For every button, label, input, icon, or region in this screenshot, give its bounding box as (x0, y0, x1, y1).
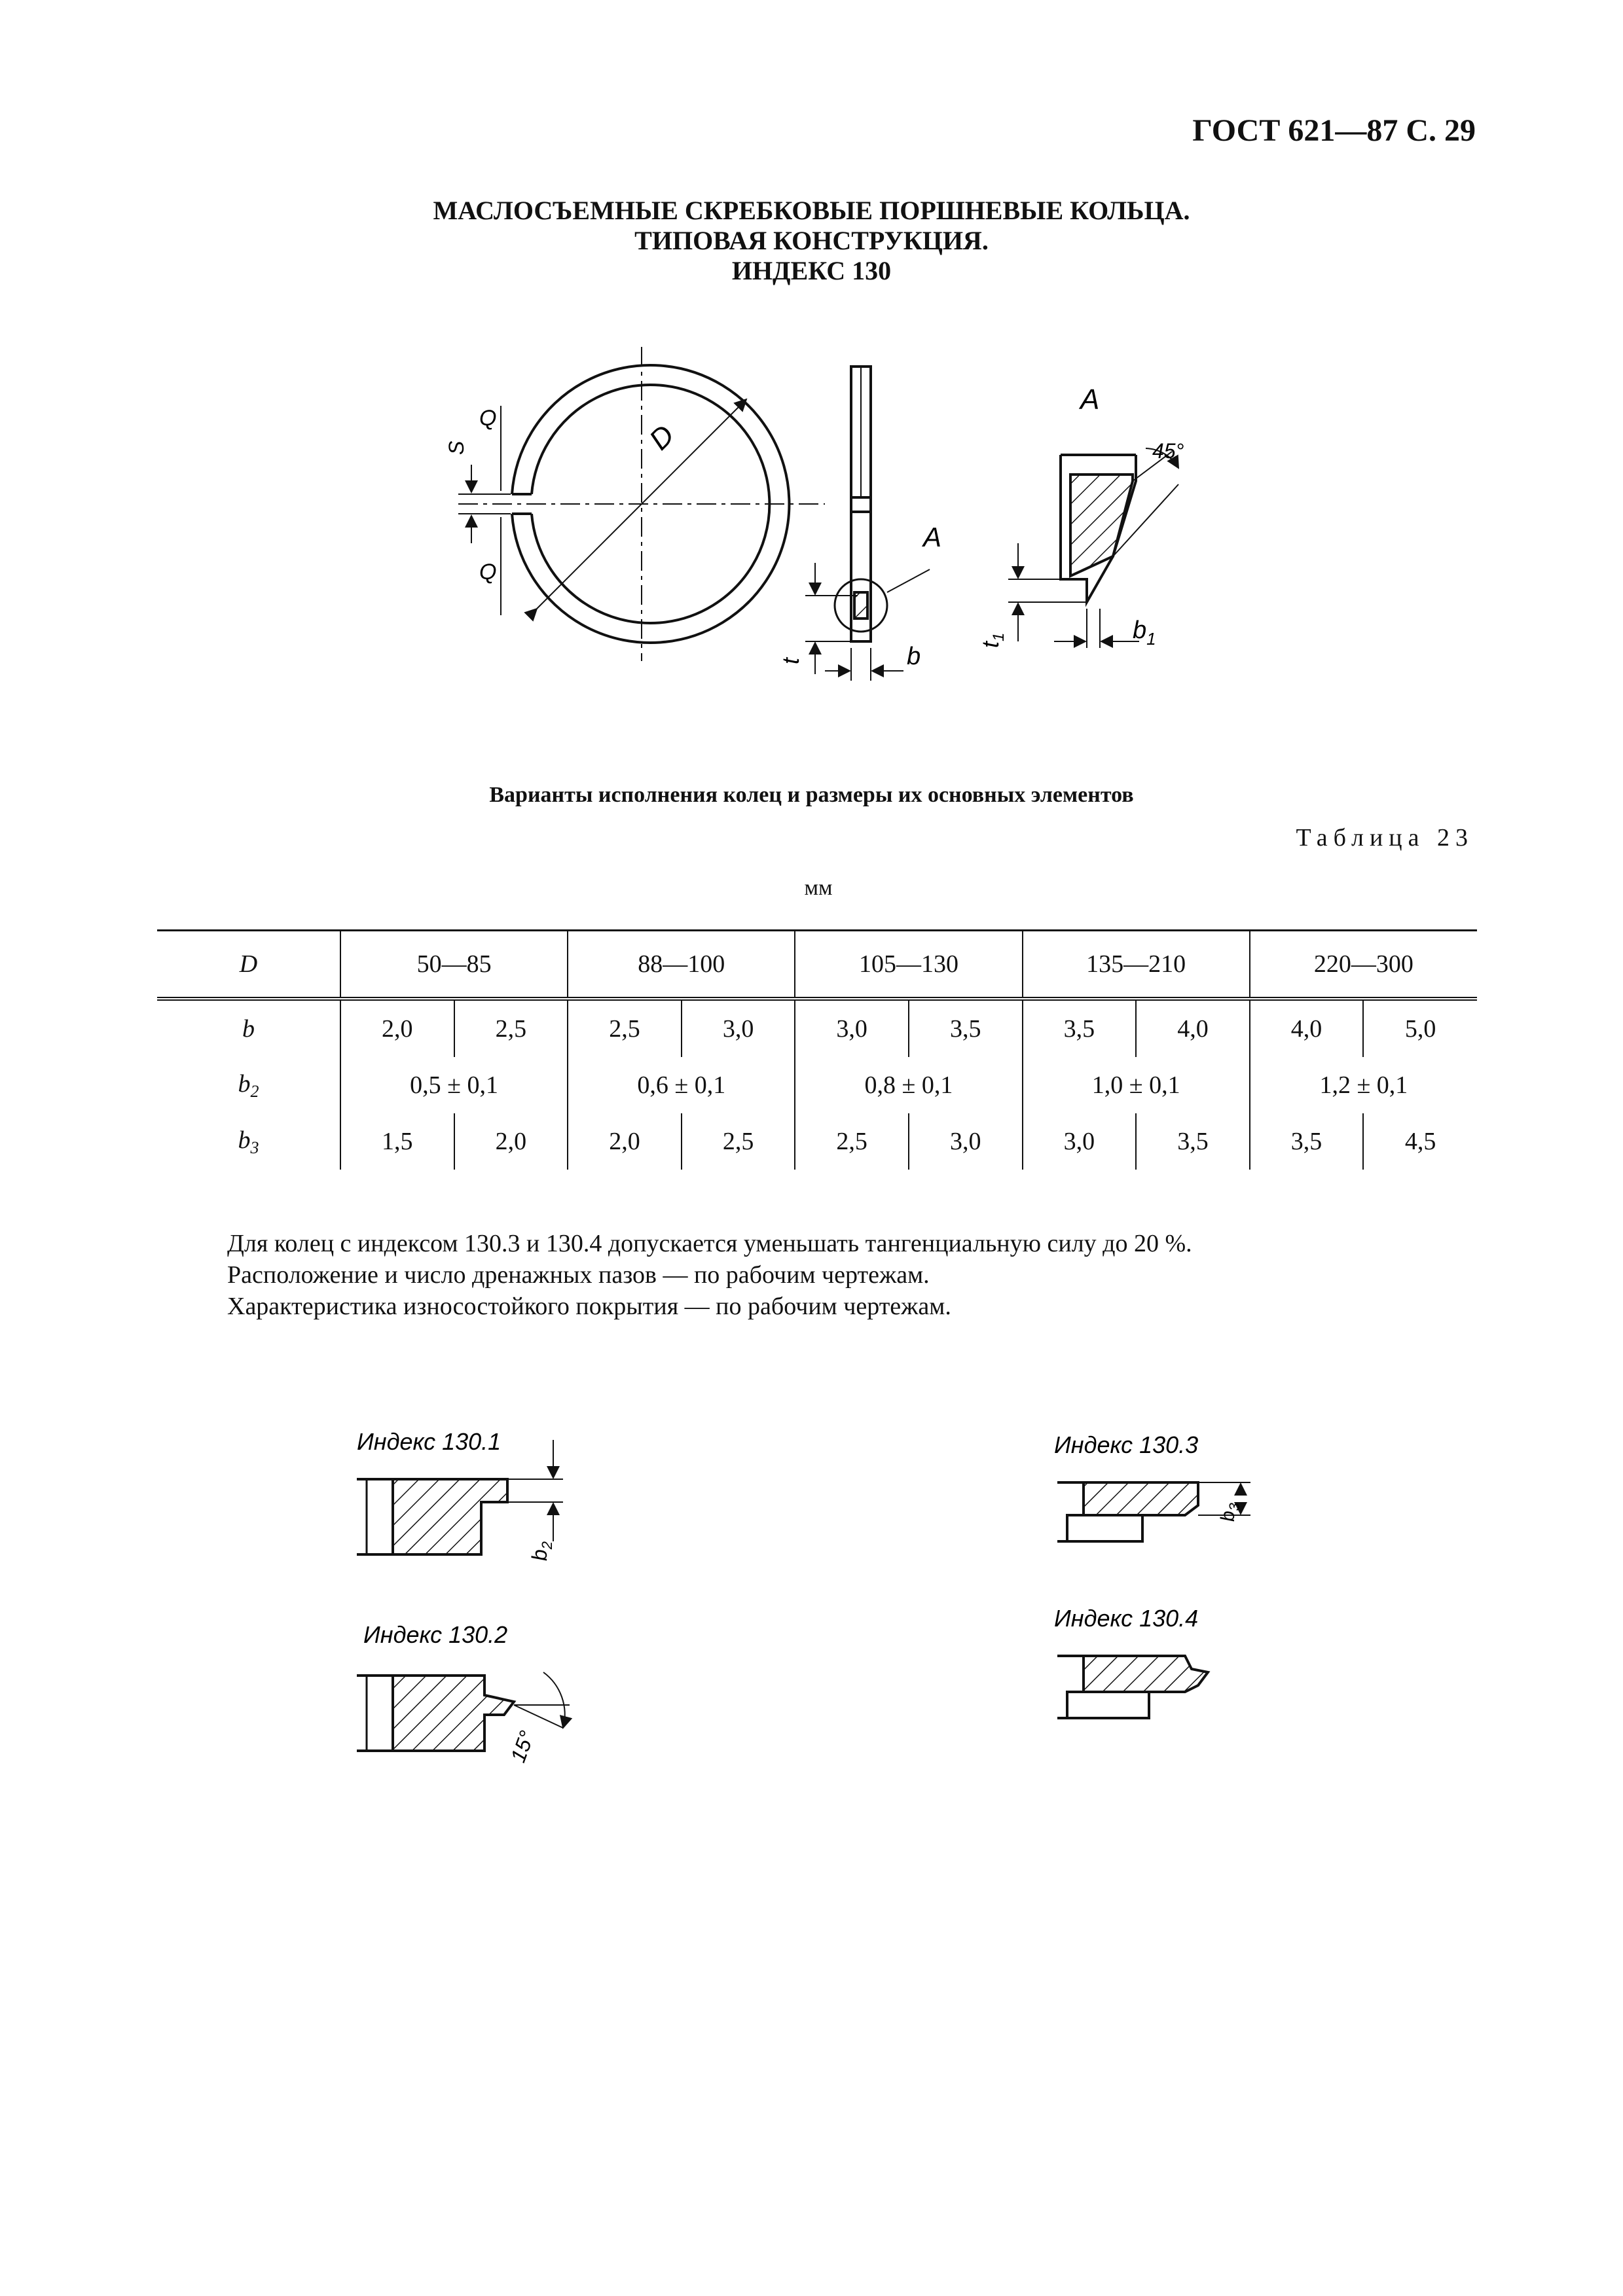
table-cell: 2,0 (454, 1113, 568, 1170)
label-q-bottom: Q (479, 560, 497, 584)
table-cell: 0,8 ± 0,1 (795, 1057, 1022, 1113)
label-t: t (777, 657, 804, 664)
variant-130-1-label: Индекс 130.1 (357, 1428, 501, 1455)
variant-130-1-drawing (357, 1440, 563, 1554)
table-cell: 3,0 (795, 999, 909, 1057)
table-cell: 1,2 ± 0,1 (1250, 1057, 1477, 1113)
label-angle-45: 45° (1152, 439, 1184, 463)
table-row-b2 (157, 1057, 1477, 1113)
dimensions-table (157, 929, 1477, 1170)
table-header-row (157, 931, 1477, 999)
table-cell: 2,0 (568, 1113, 682, 1170)
table-cell: 3,5 (1250, 1113, 1364, 1170)
table-caption: Варианты исполнения колец и размеры их основных элементов (489, 783, 1134, 807)
table-cell: 4,0 (1136, 999, 1250, 1057)
table-units: мм (804, 876, 833, 900)
row-label: b (242, 1015, 255, 1043)
label-b: b (907, 643, 921, 670)
table-number: Таблица 23 (1296, 824, 1474, 852)
table-cell: 2,5 (795, 1113, 909, 1170)
label-s: S (445, 440, 468, 455)
table-cell: 3,5 (1023, 999, 1137, 1057)
document-title-line-3: ИНДЕКС 130 (731, 256, 892, 285)
note-line: Характеристика износостойкого покрытия — по рабочим чертежам. (227, 1293, 951, 1320)
table-cell: 0,6 ± 0,1 (568, 1057, 795, 1113)
label-b1: $b_1$ (1133, 617, 1156, 649)
table-cell: 4,5 (1363, 1113, 1477, 1170)
label-t1: $t_1$ (977, 632, 1008, 648)
header-range: 220—300 (1250, 931, 1477, 999)
table-cell: 3,0 (682, 999, 795, 1057)
note-line: Расположение и число дренажных пазов — по рабочим чертежам. (227, 1261, 930, 1289)
header-range: 50—85 (340, 931, 568, 999)
table-cell: 2,5 (568, 999, 682, 1057)
page-header: ГОСТ 621—87 С. 29 (1192, 113, 1476, 148)
table-row-b3 (157, 1113, 1477, 1170)
row-label: $b_3$ (238, 1126, 259, 1157)
table-cell: 2,0 (340, 999, 454, 1057)
table-cell: 3,5 (1136, 1113, 1250, 1170)
notes-block (227, 1228, 1192, 1322)
table-cell: 2,5 (682, 1113, 795, 1170)
header-range: 105—130 (795, 931, 1022, 999)
table-cell: 1,0 ± 0,1 (1023, 1057, 1250, 1113)
table-cell: 3,5 (909, 999, 1023, 1057)
document-title-line-2: ТИПОВАЯ КОНСТРУКЦИЯ. (634, 226, 989, 255)
label-a-view: A (1080, 384, 1100, 416)
variant-130-2-label: Индекс 130.2 (363, 1621, 508, 1648)
ring-technical-drawing (419, 340, 1270, 707)
variant-130-3-label: Индекс 130.3 (1054, 1431, 1199, 1458)
variant-130-1-dim: $b_2$ (528, 1541, 555, 1561)
variant-130-2-angle: 15° (505, 1727, 539, 1766)
table-cell: 3,0 (909, 1113, 1023, 1170)
row-label: $b_2$ (238, 1069, 259, 1101)
variant-drawings (327, 1407, 1309, 1800)
variant-130-3-dim: $b_3$ (1217, 1503, 1243, 1522)
note-line: Для колец с индексом 130.3 и 130.4 допускается уменьшать тангенциальную силу до 20 %. (227, 1230, 1192, 1257)
table-cell: 3,0 (1023, 1113, 1137, 1170)
detail-a-view (1008, 448, 1178, 648)
ring-front-view (458, 347, 825, 661)
table-cell: 4,0 (1250, 999, 1364, 1057)
table-cell: 2,5 (454, 999, 568, 1057)
header-label-d: D (157, 931, 340, 999)
label-d: D (643, 418, 681, 457)
variant-130-4-drawing (1057, 1656, 1208, 1718)
header-range: 135—210 (1023, 931, 1250, 999)
table-row-b (157, 999, 1477, 1057)
table-cell: 5,0 (1363, 999, 1477, 1057)
label-q-top: Q (479, 406, 497, 431)
ring-side-view (805, 367, 930, 681)
variant-130-4-label: Индекс 130.4 (1054, 1605, 1199, 1632)
table-cell: 1,5 (340, 1113, 454, 1170)
table-cell: 0,5 ± 0,1 (340, 1057, 568, 1113)
label-a-detail: A (923, 522, 942, 552)
header-range: 88—100 (568, 931, 795, 999)
document-title-line-1: МАСЛОСЪЕМНЫЕ СКРЕБКОВЫЕ ПОРШНЕВЫЕ КОЛЬЦА. (433, 196, 1190, 225)
